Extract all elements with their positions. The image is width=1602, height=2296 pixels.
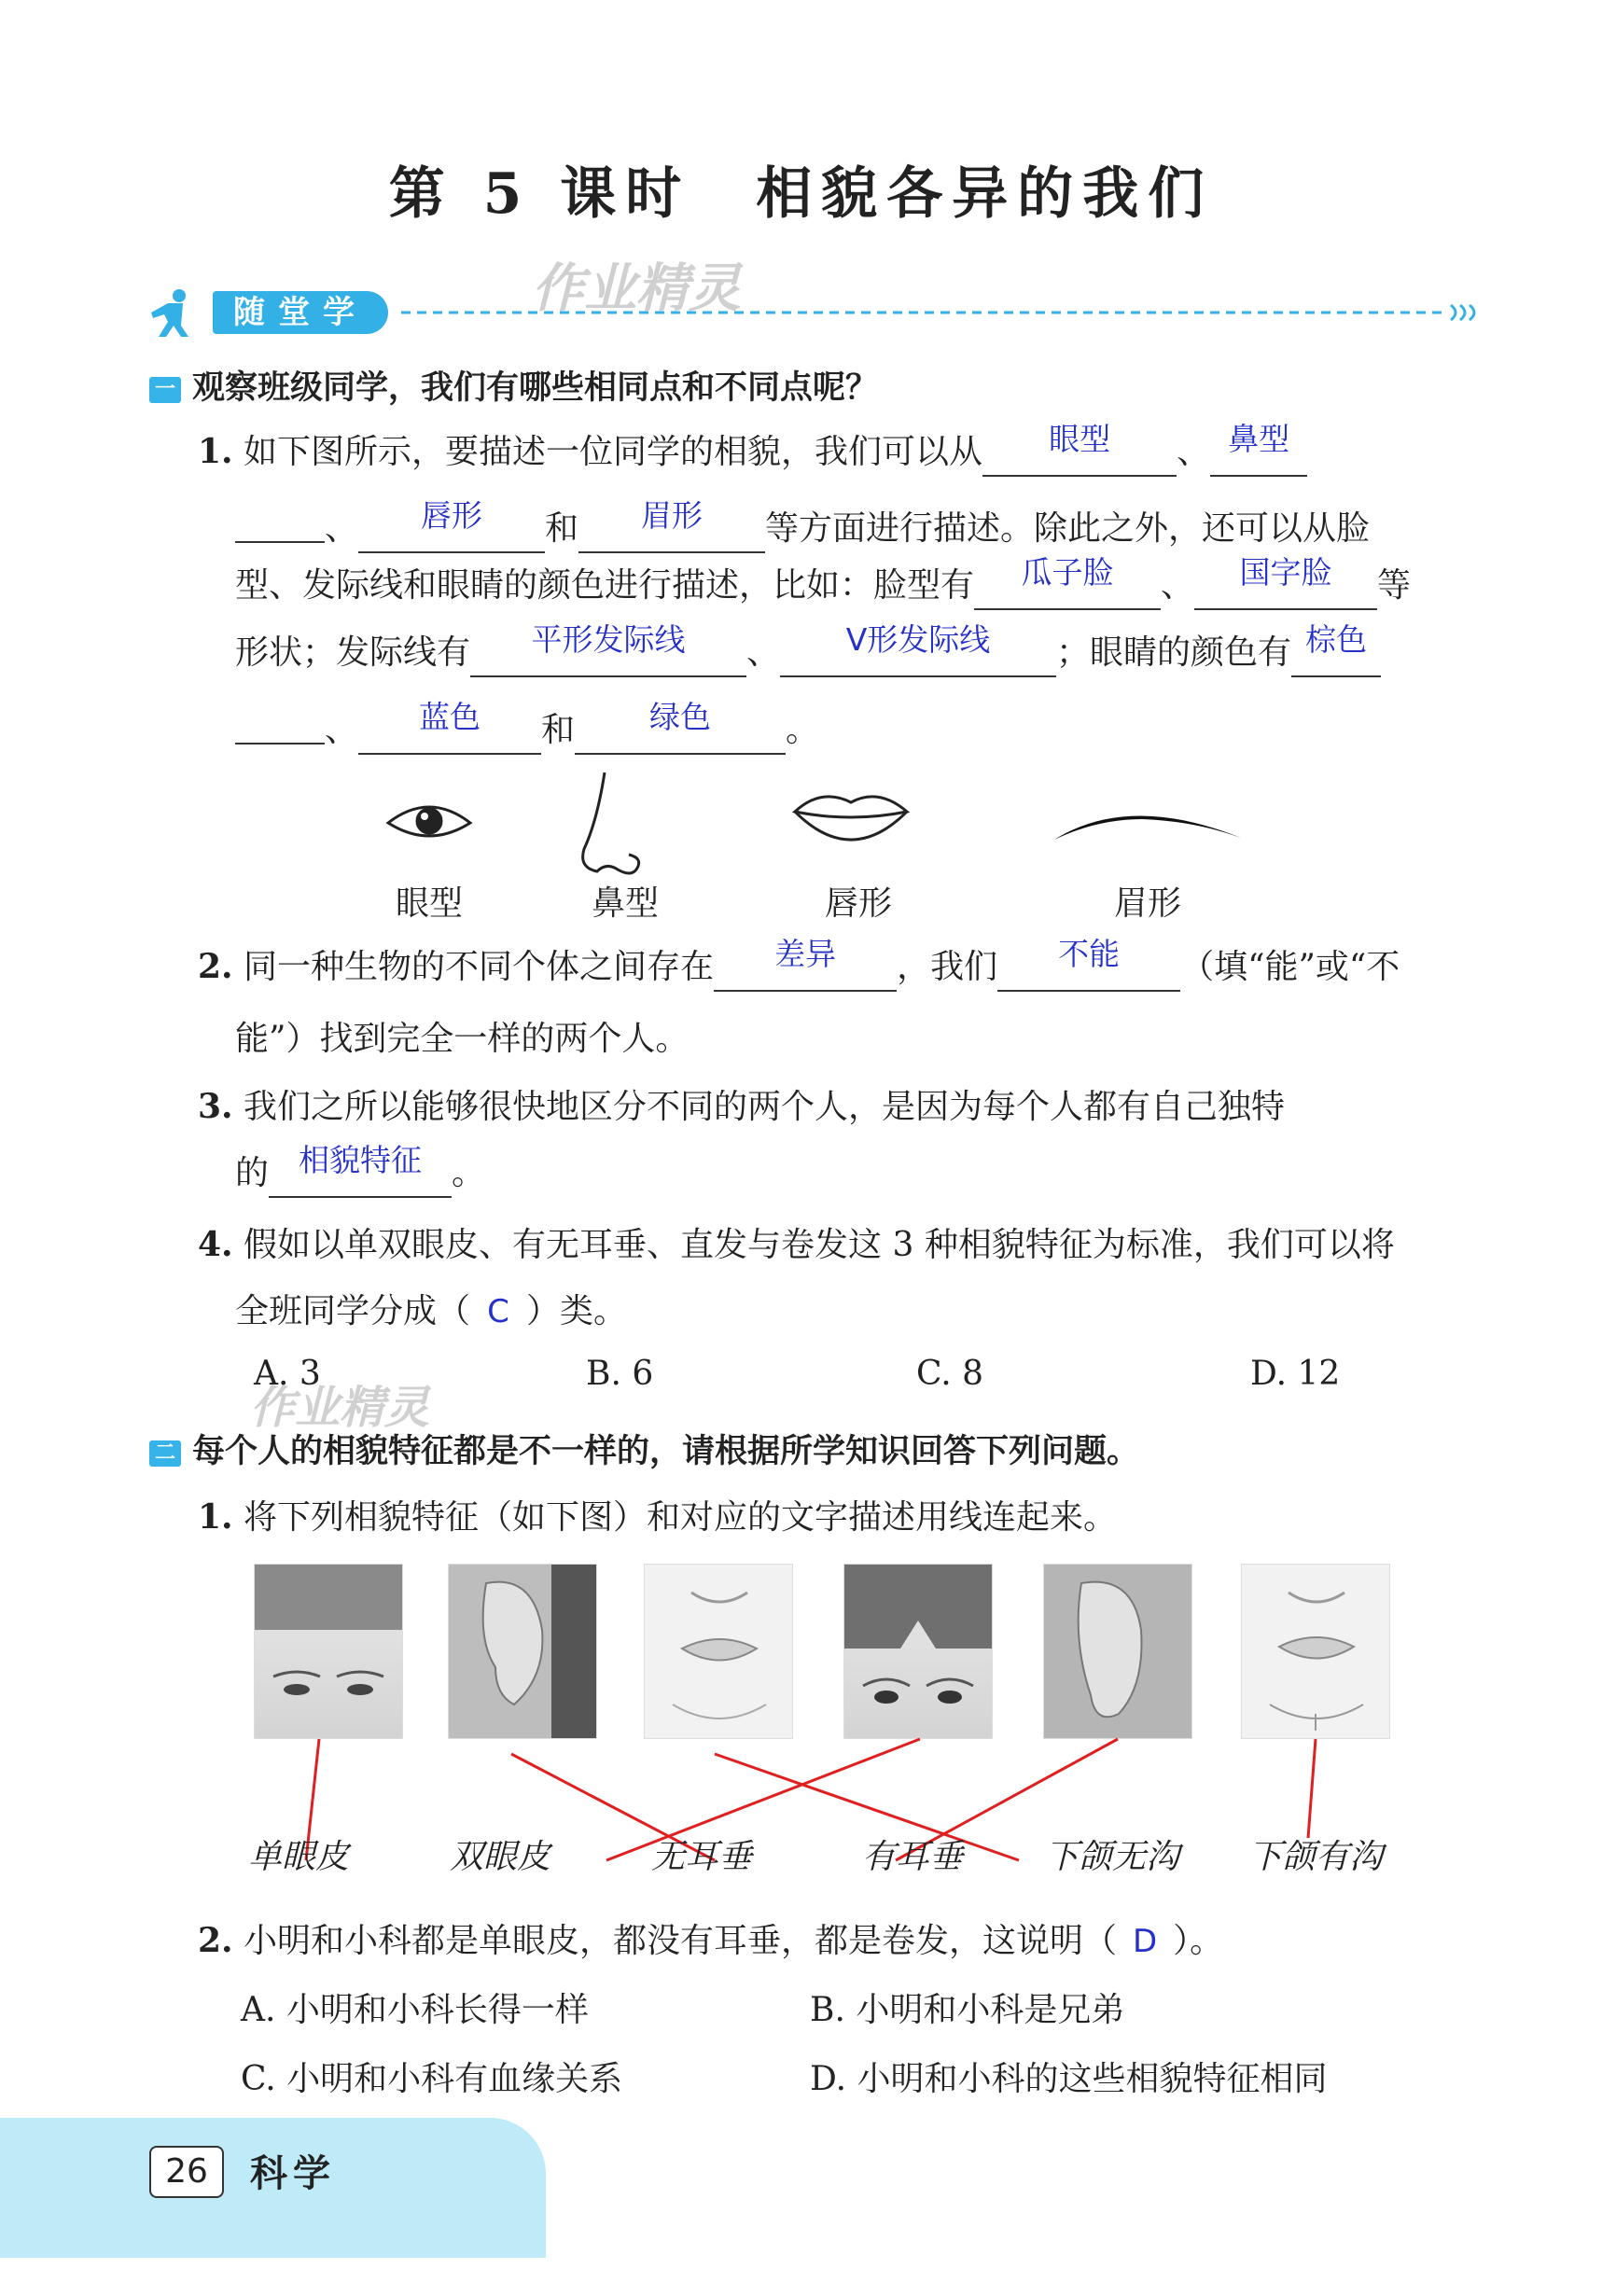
s1-q4-line2: 全班同学分成（ C ）类。 bbox=[235, 1287, 627, 1336]
answer-blank-continued bbox=[235, 700, 325, 744]
feature-caption: 唇形 bbox=[824, 884, 892, 923]
answer-blank[interactable]: 差异 bbox=[714, 947, 897, 992]
section1-heading: 一 观察班级同学，我们有哪些相同点和不同点呢？ bbox=[149, 362, 878, 409]
s1-q2-line1: 2. 同一种生物的不同个体之间存在 差异 ，我们 不能 （填“能”或“不 bbox=[198, 942, 1400, 992]
s2-q2-line: 2. 小明和小科都是单眼皮，都没有耳垂，都是卷发，这说明（ D ）。 bbox=[198, 1916, 1223, 1966]
option-a[interactable]: A. 3 bbox=[254, 1355, 321, 1393]
s1-q1-line3: 型、发际线和眼睛的颜色进行描述，比如：脸型有 瓜子脸 、 国字脸 等 bbox=[235, 562, 1411, 610]
choice-slot[interactable]: C bbox=[487, 1293, 509, 1330]
option-d[interactable]: D. 小明和小科的这些相貌特征相同 bbox=[810, 2060, 1328, 2098]
answer-blank[interactable]: 相貌特征 bbox=[269, 1153, 452, 1198]
page-title bbox=[0, 149, 1602, 230]
section2-heading: 二 每个人的相貌特征都是不一样的，请根据所学知识回答下列问题。 bbox=[149, 1426, 1139, 1472]
option-c[interactable]: C. 8 bbox=[916, 1355, 984, 1393]
feature-caption: 眼型 bbox=[395, 884, 463, 923]
answer-blank[interactable]: 平形发际线 bbox=[470, 633, 746, 677]
option-a[interactable]: A. 小明和小科长得一样 bbox=[241, 1991, 589, 2029]
watermark: 作业精灵 bbox=[532, 258, 741, 319]
s2-q1-line: 1. 将下列相貌特征（如下图）和对应的文字描述用线连起来。 bbox=[198, 1497, 1118, 1537]
feature-drawings bbox=[373, 765, 1260, 896]
chin-with-cleft-photo bbox=[1241, 1564, 1390, 1739]
s1-q3-line1: 3. 我们之所以能够很快地区分不同的两个人，是因为每个人都有自己独特 bbox=[198, 1087, 1286, 1126]
feature-caption: 鼻型 bbox=[591, 884, 659, 923]
ear-with-lobe-photo bbox=[1043, 1564, 1192, 1739]
answer-blank[interactable]: 蓝色 bbox=[358, 710, 541, 755]
s1-q2-line2: 能”）找到完全一样的两个人。 bbox=[235, 1020, 690, 1058]
single-eyelid-photo bbox=[254, 1564, 403, 1739]
s1-q1-line5: 、 蓝色 和 绿色 。 bbox=[235, 696, 819, 755]
label-chin-with-cleft[interactable]: 下颌有沟 bbox=[1248, 1838, 1384, 1876]
lips-icon bbox=[795, 797, 907, 840]
answer-blank[interactable]: 眼型 bbox=[982, 432, 1177, 477]
answer-blank[interactable]: 不能 bbox=[997, 947, 1180, 992]
s1-q1-line2: 、 唇形 和 眉形 等方面进行描述。除此之外，还可以从脸 bbox=[235, 494, 1370, 553]
option-c[interactable]: C. 小明和小科有血缘关系 bbox=[241, 2060, 623, 2098]
label-double-eyelid[interactable]: 双眼皮 bbox=[450, 1838, 551, 1876]
answer-blank[interactable]: 鼻型 bbox=[1210, 432, 1307, 477]
page-number: 26 bbox=[149, 2146, 224, 2198]
answer-blank[interactable]: 唇形 bbox=[358, 508, 545, 553]
answer-blank-continued bbox=[235, 498, 325, 543]
eye-icon bbox=[388, 807, 470, 836]
subject-label: 科学 bbox=[250, 2151, 336, 2195]
nose-icon bbox=[583, 772, 639, 873]
label-no-earlobe[interactable]: 无耳垂 bbox=[651, 1838, 753, 1876]
chin-no-cleft-photo bbox=[644, 1564, 793, 1739]
s1-q3-line2: 的 相貌特征 。 bbox=[235, 1149, 485, 1198]
lesson-number: 第 5 课时 bbox=[388, 161, 691, 227]
lesson-topic: 相貌各异的我们 bbox=[756, 161, 1214, 227]
matching-lines bbox=[252, 1735, 1418, 1875]
answer-blank[interactable]: V形发际线 bbox=[780, 633, 1056, 677]
runner-icon bbox=[151, 289, 188, 337]
label-single-eyelid[interactable]: 单眼皮 bbox=[248, 1838, 350, 1876]
s1-q1-line4: 形状；发际线有 平形发际线 、 V形发际线 ；眼睛的颜色有 棕色 bbox=[235, 629, 1381, 677]
label-chin-no-cleft[interactable]: 下颌无沟 bbox=[1045, 1838, 1180, 1876]
double-eyelid-photo bbox=[843, 1564, 993, 1739]
answer-blank[interactable]: 国字脸 bbox=[1194, 565, 1377, 610]
option-b[interactable]: B. 小明和小科是兄弟 bbox=[810, 1991, 1125, 2029]
section1-number: 一 bbox=[149, 377, 181, 403]
section2-number: 二 bbox=[149, 1440, 181, 1467]
answer-blank[interactable]: 眉形 bbox=[578, 508, 765, 553]
watermark: 作业精灵 bbox=[250, 1382, 430, 1434]
eyebrow-icon bbox=[1054, 815, 1241, 840]
answer-blank[interactable]: 瓜子脸 bbox=[974, 565, 1161, 610]
answer-blank[interactable]: 棕色 bbox=[1291, 633, 1381, 677]
s1-q1-line1: 1. 如下图所示，要描述一位同学的相貌，我们可以从 眼型 、 鼻型 bbox=[198, 427, 1307, 477]
answer-blank[interactable]: 绿色 bbox=[575, 710, 786, 755]
option-d[interactable]: D. 12 bbox=[1250, 1355, 1341, 1393]
section-bar-label: 随堂学 bbox=[213, 291, 388, 334]
ear-no-lobe-photo bbox=[448, 1564, 597, 1739]
option-b[interactable]: B. 6 bbox=[586, 1355, 654, 1393]
s1-q4-line1: 4. 假如以单双眼皮、有无耳垂、直发与卷发这 3 种相貌特征为标准，我们可以将 bbox=[198, 1225, 1395, 1264]
feature-caption: 眉形 bbox=[1113, 884, 1181, 923]
label-with-earlobe[interactable]: 有耳垂 bbox=[862, 1838, 964, 1876]
choice-slot[interactable]: D bbox=[1132, 1923, 1158, 1960]
